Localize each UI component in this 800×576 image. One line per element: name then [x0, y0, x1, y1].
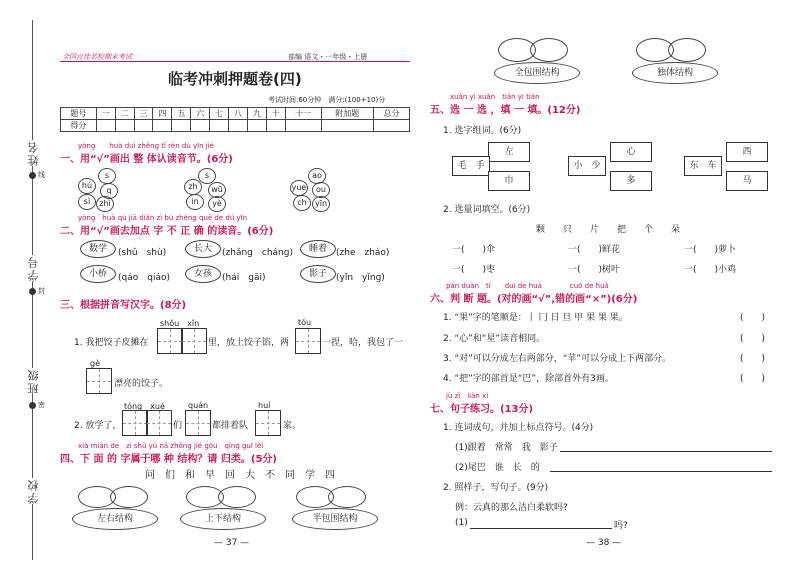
score-header-cell: 总分 — [374, 108, 410, 120]
s7-example: 例：云真的那么洁白柔软吗? — [455, 503, 568, 513]
flower-petal[interactable]: sì — [78, 194, 96, 210]
writing-box[interactable] — [181, 328, 207, 354]
name-label: 姓名 — [27, 140, 40, 166]
s6-title: 六、判 断 题。(对的画“√”,错的画“×”)(6分) — [430, 294, 638, 305]
char-box: 巾 — [488, 171, 530, 191]
page-title: 临考冲刺押题卷(四) — [168, 70, 302, 88]
judge-bracket[interactable]: ( ) — [740, 313, 766, 323]
s7-pinyin: jù zǐ liàn xí — [446, 392, 489, 400]
s5-title: 五、选 一 选 ，填 一 填。(12分) — [430, 105, 581, 116]
s3-text-8: 家。 — [283, 421, 302, 431]
measure-words: 颗 只 片 把 个 朵 — [536, 225, 681, 235]
structure-tag: 全包围结构 — [494, 62, 580, 84]
page-number-left: — 37 — — [214, 538, 250, 548]
s7-row3: (1) — [455, 518, 468, 528]
judge-bracket[interactable]: ( ) — [740, 374, 766, 384]
exam-meta: 考试时间:60分钟 满分:(100+10)分 — [268, 96, 386, 104]
score-cell[interactable] — [247, 120, 266, 132]
score-header-cell: 一 — [96, 108, 115, 120]
word-oval: 数学 — [80, 240, 116, 258]
header-rule — [60, 61, 410, 62]
writing-box[interactable] — [185, 410, 211, 436]
s7-title: 七、句子练习。(13分) — [430, 404, 534, 415]
s7-row3-end: 吗? — [614, 521, 628, 531]
word-oval: 睡着 — [300, 240, 336, 258]
char-box: 左 — [488, 142, 530, 162]
measure-fill[interactable]: 一( )小鸡 — [684, 265, 737, 275]
score-cell[interactable] — [96, 120, 115, 132]
series-name: 全国百佳名校期末考试 — [62, 53, 132, 61]
char-box: 西 — [726, 142, 768, 162]
pair-box: 东 车 — [684, 156, 722, 176]
s3-pinyin-3: gè — [90, 359, 100, 368]
class-label: 班级 — [27, 368, 40, 394]
s4-title: 四、下 面 的 字属于哪 种 结构？请 归类。(5分) — [60, 454, 277, 465]
school-label: 学校 — [27, 478, 40, 504]
measure-fill[interactable]: 一( )鲜花 — [568, 245, 621, 255]
score-cell[interactable] — [172, 120, 191, 132]
score-cell[interactable] — [374, 120, 410, 132]
seal-mi-char: 密 — [38, 401, 45, 409]
score-header-cell: 十一 — [285, 108, 321, 120]
s7-q2: 2. 照样子，写句子。(9分) — [443, 483, 549, 493]
flower-center: s — [198, 168, 216, 184]
cloud-oval — [328, 486, 366, 508]
s4-chars: 问 们 和 早 回 大 不 同 学 四 — [145, 470, 335, 481]
flower-petal[interactable]: yīn — [312, 196, 330, 212]
score-header-cell: 三 — [134, 108, 153, 120]
writing-box[interactable] — [86, 368, 112, 394]
writing-box[interactable] — [122, 410, 148, 436]
flower-petal[interactable]: in — [186, 194, 204, 210]
seal-dot — [29, 288, 36, 295]
score-header-cell: 附加题 — [321, 108, 374, 120]
pinyin-choice[interactable]: (zhǎng cháng) — [222, 248, 293, 258]
s2-pinyin: yòng huà qù jiā diǎn zì bù zhèng què de dú yīn — [78, 214, 248, 222]
score-header-cell: 二 — [115, 108, 134, 120]
page-number-right: — 38 — — [586, 538, 622, 548]
char-box: 多 — [610, 171, 652, 191]
s3-text-6: 们 — [173, 421, 183, 431]
s5-pinyin: xuǎn yi xuǎn tián yi tián — [450, 93, 540, 101]
score-cell[interactable] — [191, 120, 210, 132]
judge-item: 1. “果”字的笔顺是：丨 冂 日 旦 甲 果 果 果。 — [443, 313, 628, 323]
score-header-cell: 八 — [229, 108, 248, 120]
flower-petal[interactable]: ou — [312, 182, 330, 198]
writing-box[interactable] — [146, 410, 172, 436]
writing-box[interactable] — [295, 328, 321, 354]
char-box: 心 — [610, 142, 652, 162]
cloud-oval — [218, 486, 256, 508]
pair-box: 小 少 — [568, 156, 606, 176]
s3-pinyin-1: shǒu xǐn — [160, 319, 200, 328]
cloud-oval — [110, 486, 148, 508]
score-row-label: 得分 — [61, 120, 97, 132]
char-box: 马 — [726, 171, 768, 191]
judge-bracket[interactable]: ( ) — [740, 334, 766, 344]
word-oval: 小桥 — [80, 265, 116, 283]
s3-pinyin-4: tóng xué — [124, 402, 165, 411]
measure-fill[interactable]: 一( )伞 — [452, 245, 496, 255]
score-header-cell: 六 — [191, 108, 210, 120]
score-header-cell: 十 — [266, 108, 285, 120]
flower-petal[interactable]: ch — [293, 195, 311, 211]
pinyin-choice[interactable]: (qáo qiáo) — [118, 273, 170, 283]
s3-text-4: 漂亮的饺子。 — [114, 379, 169, 389]
flower-petal[interactable]: yè — [208, 196, 226, 212]
score-cell[interactable] — [266, 120, 285, 132]
score-cell[interactable] — [210, 120, 229, 132]
score-header-cell: 四 — [153, 108, 172, 120]
seal-dot — [29, 172, 36, 179]
score-cell[interactable] — [153, 120, 172, 132]
s7-q1: 1. 连词成句，并加上标点符号。(4分) — [443, 423, 594, 433]
measure-fill[interactable]: 一( )树叶 — [568, 265, 621, 275]
s3-text-2: 里，放上饺子馅，两 — [208, 338, 290, 348]
flower-center: ao — [308, 168, 326, 184]
s1-title: 一、用“√”画出 整 体认读音节。(6分) — [60, 154, 233, 165]
flower-petal[interactable]: wū — [208, 182, 226, 198]
seal-dot — [29, 402, 36, 409]
pinyin-choice[interactable]: (shǔ shù) — [118, 248, 167, 258]
s5-q1: 1. 选字组词。(6分) — [443, 126, 522, 136]
s7-row1: (1)跟着 常常 我 影子 — [455, 443, 558, 453]
cloud-oval — [530, 38, 568, 62]
judge-bracket[interactable]: ( ) — [740, 354, 766, 364]
flower-center: s — [98, 168, 116, 184]
pair-box: 毛 手 — [452, 156, 490, 176]
structure-tag: 半包围结构 — [292, 508, 378, 530]
score-cell[interactable] — [285, 120, 321, 132]
pinyin-choice[interactable]: (zhe zháo) — [336, 248, 390, 258]
s3-text-3: 一捏，哈，我包了一 — [322, 338, 404, 348]
answer-line[interactable] — [560, 451, 772, 452]
s3-text-1: 1. 我把饺子皮摊在 — [74, 338, 149, 348]
s3-text-7: 都排着队 — [212, 421, 249, 431]
s3-pinyin-5: quán — [188, 401, 209, 410]
seal-seal-char: 封 — [38, 287, 45, 295]
flower-petal[interactable]: hú — [78, 178, 96, 194]
score-header-cell: 题号 — [61, 108, 97, 120]
word-oval: 长大 — [185, 240, 221, 258]
pinyin-choice[interactable]: (hái gāi) — [222, 273, 266, 283]
score-header-cell: 九 — [247, 108, 266, 120]
answer-line[interactable] — [470, 528, 612, 529]
answer-line[interactable] — [550, 471, 772, 472]
judge-item: 2. “心”和“星”读音相同。 — [443, 334, 546, 344]
judge-item: 3. “对”可以分成左右两部分，“苹”可以分成上下两部分。 — [443, 354, 672, 364]
measure-fill[interactable]: 一( )萝卜 — [684, 245, 737, 255]
flower-petal[interactable]: yue — [290, 180, 308, 196]
word-oval: 女孩 — [185, 265, 221, 283]
structure-tag: 独体结构 — [632, 62, 718, 84]
word-oval: 影子 — [300, 265, 336, 283]
s2-title: 二、用“√”画去加点 字 不 正 确 的读音。(6分) — [60, 226, 274, 237]
pinyin-choice[interactable]: (yǐn yǐng) — [336, 273, 385, 283]
s3-text-5: 2. 放学了， — [74, 421, 122, 431]
s6-pinyin: pàn duàn tí duì de huà cuò de huà — [446, 282, 609, 290]
structure-tag: 左右结构 — [72, 508, 158, 530]
cloud-oval — [668, 38, 706, 62]
student-id-label: 学号 — [27, 255, 40, 281]
s4-pinyin: xià miàn de zì shǔ yú nǎ zhǒng jié gòu qǐng guī lèi — [78, 442, 264, 450]
score-cell[interactable] — [115, 120, 134, 132]
seal-line-char: 线 — [38, 171, 45, 179]
judge-item: 4. “把”字的部首是“巴”，除部首外有3画。 — [443, 374, 614, 384]
score-header-cell: 五 — [172, 108, 191, 120]
score-cell[interactable] — [229, 120, 248, 132]
measure-fill[interactable]: 一( )枣 — [452, 265, 496, 275]
flower-petal[interactable]: zh — [184, 179, 202, 195]
score-table — [60, 107, 410, 132]
structure-tag: 上下结构 — [180, 508, 266, 530]
s3-pinyin-2: tóu — [298, 318, 312, 327]
score-cell[interactable] — [321, 120, 374, 132]
s1-pinyin: yòng huà duì zhěng tǐ rèn dú yīn jié — [78, 142, 214, 150]
binding-strip — [0, 0, 50, 576]
s3-title: 三、根据拼音写汉字。(8分) — [60, 300, 187, 311]
writing-box[interactable] — [157, 328, 183, 354]
score-cell[interactable] — [134, 120, 153, 132]
writing-box[interactable] — [255, 410, 281, 436]
flower-petal[interactable]: zhì — [96, 196, 114, 212]
flower-petal[interactable]: q — [100, 183, 118, 199]
s3-pinyin-6: huí — [258, 401, 271, 410]
score-header-cell: 七 — [210, 108, 229, 120]
edition-label: 部编 语文・一年级・上册 — [288, 53, 368, 61]
s5-q2: 2. 选量词填空。(6分) — [443, 205, 531, 215]
s7-row2: (2)尾巴 谁 长 的 — [455, 463, 540, 473]
